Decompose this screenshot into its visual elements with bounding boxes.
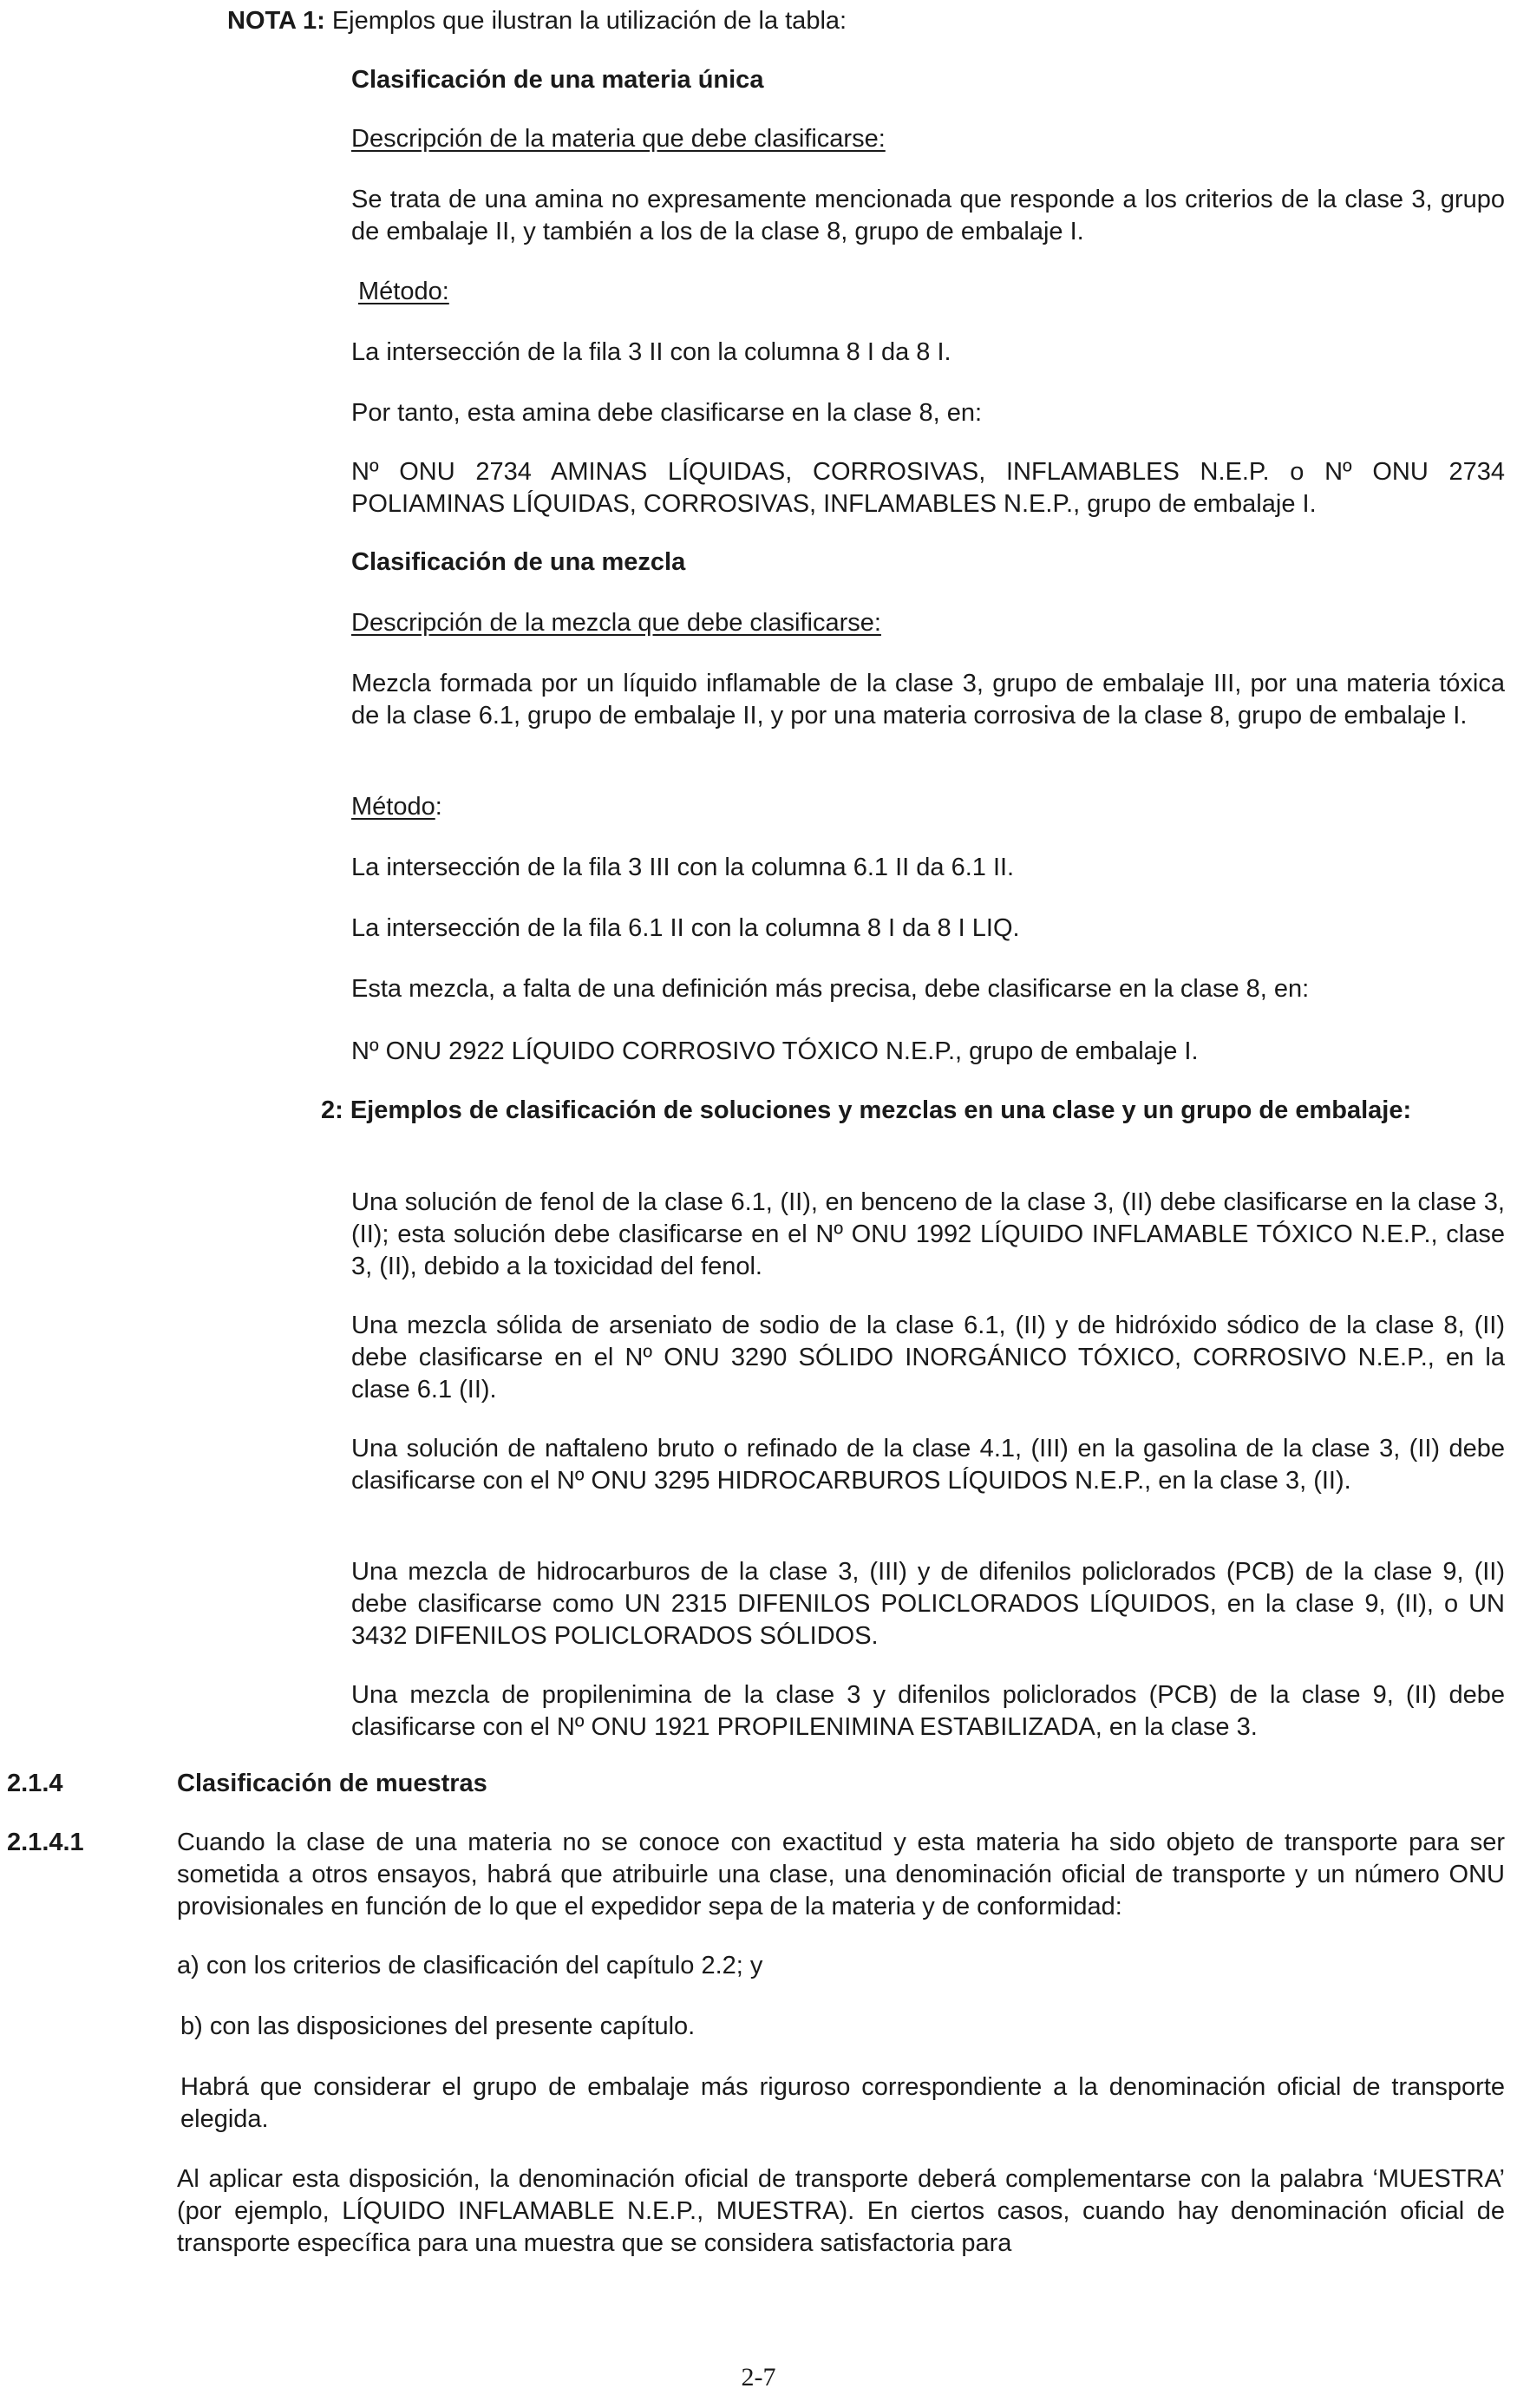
mix-desc: Mezcla formada por un líquido inflamable de la clase 3, grupo de embalaje III, por una materia tóxica de la clase 6.1, grupo de embalaje II, y por una materia corrosiva de la clase 8, grupo de embalaje I. — [351, 670, 1505, 730]
mix-method-colon: : — [435, 793, 442, 821]
section-2-1-4-1-p1: Cuando la clase de una materia no se conoce con exactitud y esta materia ha sido objeto de transporte para ser sometida a otros ensayos, habrá que atribuirle una clase, una denominación oficial de transporte y un número ONU provisionales en función de lo que el expedidor sepa de la materia y de conformidad: — [177, 1829, 1505, 1921]
mix-p2: La intersección de la fila 6.1 II con la columna 8 I da 8 I LIQ. — [351, 914, 1020, 942]
mix-p1: La intersección de la fila 3 III con la columna 6.1 II da 6.1 II. — [351, 854, 1015, 881]
note2-example-2: Una mezcla sólida de arseniato de sodio de la clase 6.1, (II) y de hidróxido sódico de la clase 8, (II) debe clasificarse en el Nº ONU 3290 SÓLIDO INORGÁNICO TÓXICO, CORROSIVO N.E.P., en la clase 6.1 (II). — [351, 1312, 1505, 1404]
note2-example-4: Una mezcla de hidrocarburos de la clase 3, (III) y de difenilos policlorados (PCB) de la clase 9, (II) debe clasificarse como UN 2315 DIFENILOS POLICLORADOS LÍQUIDOS, en la clase 9, (II), o UN 3432 DIFENILOS POLICLORADOS SÓLIDOS. — [351, 1558, 1505, 1650]
single-p3: Nº ONU 2734 AMINAS LÍQUIDAS, CORROSIVAS, INFLAMABLES N.E.P. o Nº ONU 2734 POLIAMINAS LÍQUIDAS, CORROSIVAS, INFLAMABLES N.E.P., grupo de embalaje I. — [351, 458, 1505, 518]
section-2-1-4-1-p2: Habrá que considerar el grupo de embalaje más riguroso correspondiente a la denominación oficial de transporte elegida. — [180, 2073, 1505, 2133]
mix-desc-label: Descripción de la mezcla que debe clasificarse: — [351, 609, 881, 637]
section-2-1-4-1-number: 2.1.4.1 — [7, 1829, 84, 1856]
single-method-wrap — [358, 276, 1512, 308]
note2-example-3: Una solución de naftaleno bruto o refinado de la clase 4.1, (III) en la gasolina de la clase 3, (II) debe clasificarse con el Nº ONU 3295 HIDROCARBUROS LÍQUIDOS N.E.P., en la clase 3, (II). — [351, 1435, 1505, 1495]
note2-heading: 2: Ejemplos de clasificación de soluciones y mezclas en una clase y un grupo de embalaje: — [321, 1096, 1412, 1124]
single-p2: Por tanto, esta amina debe clasificarse en la clase 8, en: — [351, 399, 983, 427]
section-2-1-4-number: 2.1.4 — [7, 1770, 63, 1797]
note2-example-1: Una solución de fenol de la clase 6.1, (II), en benceno de la clase 3, (II) debe clasificarse en la clase 3, (II); esta solución debe clasificarse en el Nº ONU 1992 LÍQUIDO INFLAMABLE TÓXICO N.E.P., clase 3, (II), debido a la toxicidad del fenol. — [351, 1188, 1505, 1280]
single-title: Clasificación de una materia única — [351, 66, 764, 94]
mix-p4: Nº ONU 2922 LÍQUIDO CORROSIVO TÓXICO N.E.P., grupo de embalaje I. — [351, 1037, 1199, 1065]
note1-label: NOTA 1: — [227, 7, 325, 35]
mix-title: Clasificación de una mezcla — [351, 548, 686, 576]
section-2-1-4-title: Clasificación de muestras — [177, 1770, 487, 1797]
section-2-1-4-1-item-b: b) con las disposiciones del presente capítulo. — [180, 2012, 696, 2040]
section-2-1-4-1-p3: Al aplicar esta disposición, la denominación oficial de transporte deberá complementarse con la palabra ‘MUESTRA’ (por ejemplo, LÍQUIDO INFLAMABLE N.E.P., MUESTRA). En ciertos casos, cuando hay denominación oficial de transporte específica para una muestra que se considera satisfactoria para — [177, 2165, 1505, 2257]
single-method-label: Método: — [358, 278, 449, 305]
mix-p3: Esta mezcla, a falta de una definición más precisa, debe clasificarse en la clase 8, en: — [351, 975, 1310, 1003]
single-desc-label-wrap — [351, 123, 1505, 155]
mix-method-label: Método — [351, 793, 435, 821]
section-2-1-4-1-item-a: a) con los criterios de clasificación del capítulo 2.2; y — [177, 1952, 763, 1979]
mix-desc-label-wrap — [351, 607, 1505, 639]
single-desc: Se trata de una amina no expresamente mencionada que responde a los criterios de la clase 3, grupo de embalaje II, y también a los de la clase 8, grupo de embalaje I. — [351, 186, 1505, 245]
mix-method-wrap — [351, 791, 1505, 823]
note2-example-5: Una mezcla de propilenimina de la clase 3 y difenilos policlorados (PCB) de la clase 9, (II) debe clasificarse con el Nº ONU 1921 PROPILENIMINA ESTABILIZADA, en la clase 3. — [351, 1681, 1505, 1741]
single-desc-label: Descripción de la materia que debe clasificarse: — [351, 125, 886, 153]
note1-heading-text: Ejemplos que ilustran la utilización de la tabla: — [331, 7, 847, 35]
note1-heading — [227, 5, 1505, 37]
page-number: 2-7 — [741, 2363, 776, 2392]
single-p1: La intersección de la fila 3 II con la columna 8 I da 8 I. — [351, 338, 951, 366]
